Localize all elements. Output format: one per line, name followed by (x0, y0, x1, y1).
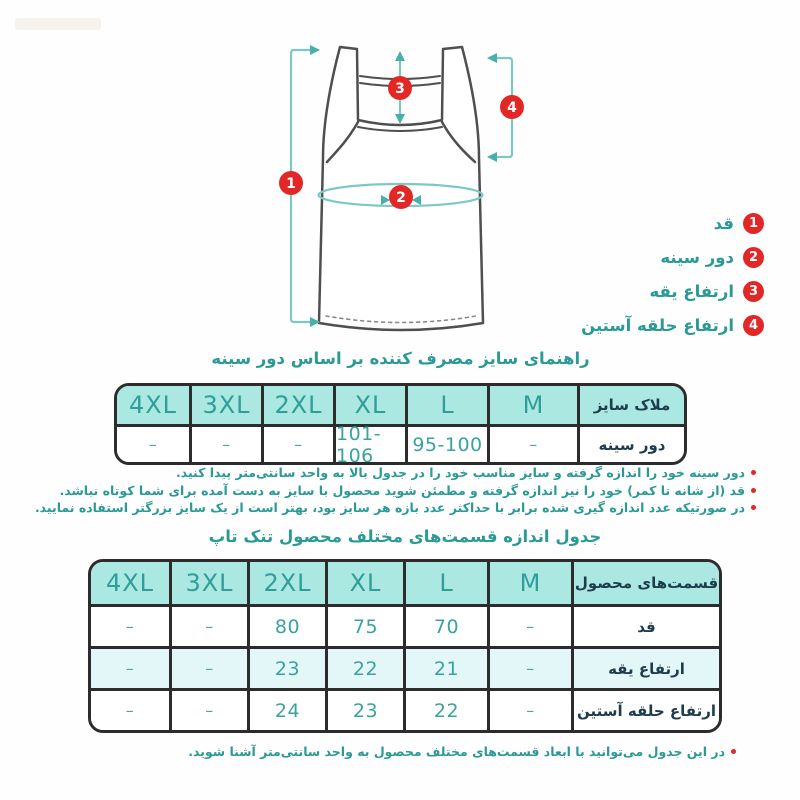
row-label-cell: دور سینه (577, 424, 684, 462)
header-cell: 2XL (247, 562, 325, 604)
value-cell: 22 (403, 688, 487, 730)
product-table-title: جدول اندازه قسمت‌های مختلف محصول تنک تاپ (208, 527, 602, 546)
legend-item (581, 206, 764, 240)
bullet-icon (751, 470, 756, 475)
header-cell: M (487, 386, 577, 424)
value-cell: – (487, 646, 571, 688)
legend-label: دور سینه (660, 247, 734, 267)
bullet-icon (731, 749, 736, 754)
size-guide-table (114, 383, 687, 465)
value-cell: – (91, 688, 169, 730)
header-cell: 2XL (261, 386, 333, 424)
marker-2 (389, 185, 413, 209)
svg-text:1: 1 (286, 176, 296, 192)
header-cell: XL (325, 562, 403, 604)
value-cell: 21 (403, 646, 487, 688)
tank-top-diagram (278, 40, 530, 335)
value-cell: – (487, 604, 571, 646)
legend-number-badge: 1 (743, 213, 764, 234)
marker-3 (388, 76, 412, 100)
value-cell: 22 (325, 646, 403, 688)
value-cell: 23 (325, 688, 403, 730)
value-cell: – (189, 424, 261, 462)
note-line: قد (از شانه تا کمر) خود را نیز اندازه گرفته و مطمئن شوید محصول با سایز به دست آمده برای شما کوتاه نباشد. (35, 482, 756, 500)
value-cell: – (169, 604, 247, 646)
svg-text:4: 4 (507, 100, 517, 116)
legend-item (581, 274, 764, 308)
header-cell: ملاک سایز (577, 386, 684, 424)
legend-item (581, 240, 764, 274)
legend-number-badge: 3 (743, 281, 764, 302)
note-line: در این جدول می‌توانید با ابعاد قسمت‌های مختلف محصول به واحد سانتی‌متر آشنا شوید. (188, 743, 736, 761)
value-cell: 70 (403, 604, 487, 646)
legend-label: ارتفاع یقه (649, 281, 734, 301)
bullet-icon (751, 488, 756, 493)
legend-label: قد (713, 213, 734, 233)
product-table-note (188, 743, 736, 761)
legend-item (581, 308, 764, 342)
value-cell: – (169, 688, 247, 730)
value-cell: 80 (247, 604, 325, 646)
row-label-cell: قد (571, 604, 719, 646)
svg-text:3: 3 (395, 81, 405, 97)
header-cell: 4XL (117, 386, 189, 424)
header-cell: M (487, 562, 571, 604)
size-guide-title: راهنمای سایز مصرف کننده بر اساس دور سینه (211, 349, 590, 368)
value-cell: 75 (325, 604, 403, 646)
row-label-cell: ارتفاع حلقه آستین (571, 688, 719, 730)
note-line: در صورتیکه عدد اندازه گیری شده برابر با حداکثر عدد بازه هر سایز بود، بهتر است از یک سایز بزرگتر استفاده نمایید. (35, 499, 756, 517)
value-cell: 24 (247, 688, 325, 730)
value-cell: 23 (247, 646, 325, 688)
header-cell: قسمت‌های محصول (571, 562, 719, 604)
value-cell: – (117, 424, 189, 462)
value-cell: – (261, 424, 333, 462)
legend-number-badge: 2 (743, 247, 764, 268)
marker-4 (500, 95, 524, 119)
value-cell: 101-106 (333, 424, 405, 462)
size-guide-notes (35, 464, 756, 517)
svg-text:2: 2 (396, 190, 406, 206)
header-cell: 3XL (189, 386, 261, 424)
header-cell: L (405, 386, 487, 424)
note-line: دور سینه خود را اندازه گرفته و سایز مناسب خود را در جدول بالا به واحد سانتی‌متر پیدا کنید. (35, 464, 756, 482)
measurement-legend (581, 206, 764, 342)
row-label-cell: ارتفاع یقه (571, 646, 719, 688)
legend-label: ارتفاع حلقه آستین (581, 315, 734, 335)
product-size-table (88, 559, 722, 733)
header-cell: 4XL (91, 562, 169, 604)
value-cell: 95-100 (405, 424, 487, 462)
header-cell: 3XL (169, 562, 247, 604)
bullet-icon (751, 505, 756, 510)
value-cell: – (487, 424, 577, 462)
legend-number-badge: 4 (743, 315, 764, 336)
faint-watermark (15, 18, 101, 30)
marker-1 (279, 171, 303, 195)
header-cell: XL (333, 386, 405, 424)
header-cell: L (403, 562, 487, 604)
value-cell: – (91, 646, 169, 688)
value-cell: – (487, 688, 571, 730)
value-cell: – (91, 604, 169, 646)
value-cell: – (169, 646, 247, 688)
